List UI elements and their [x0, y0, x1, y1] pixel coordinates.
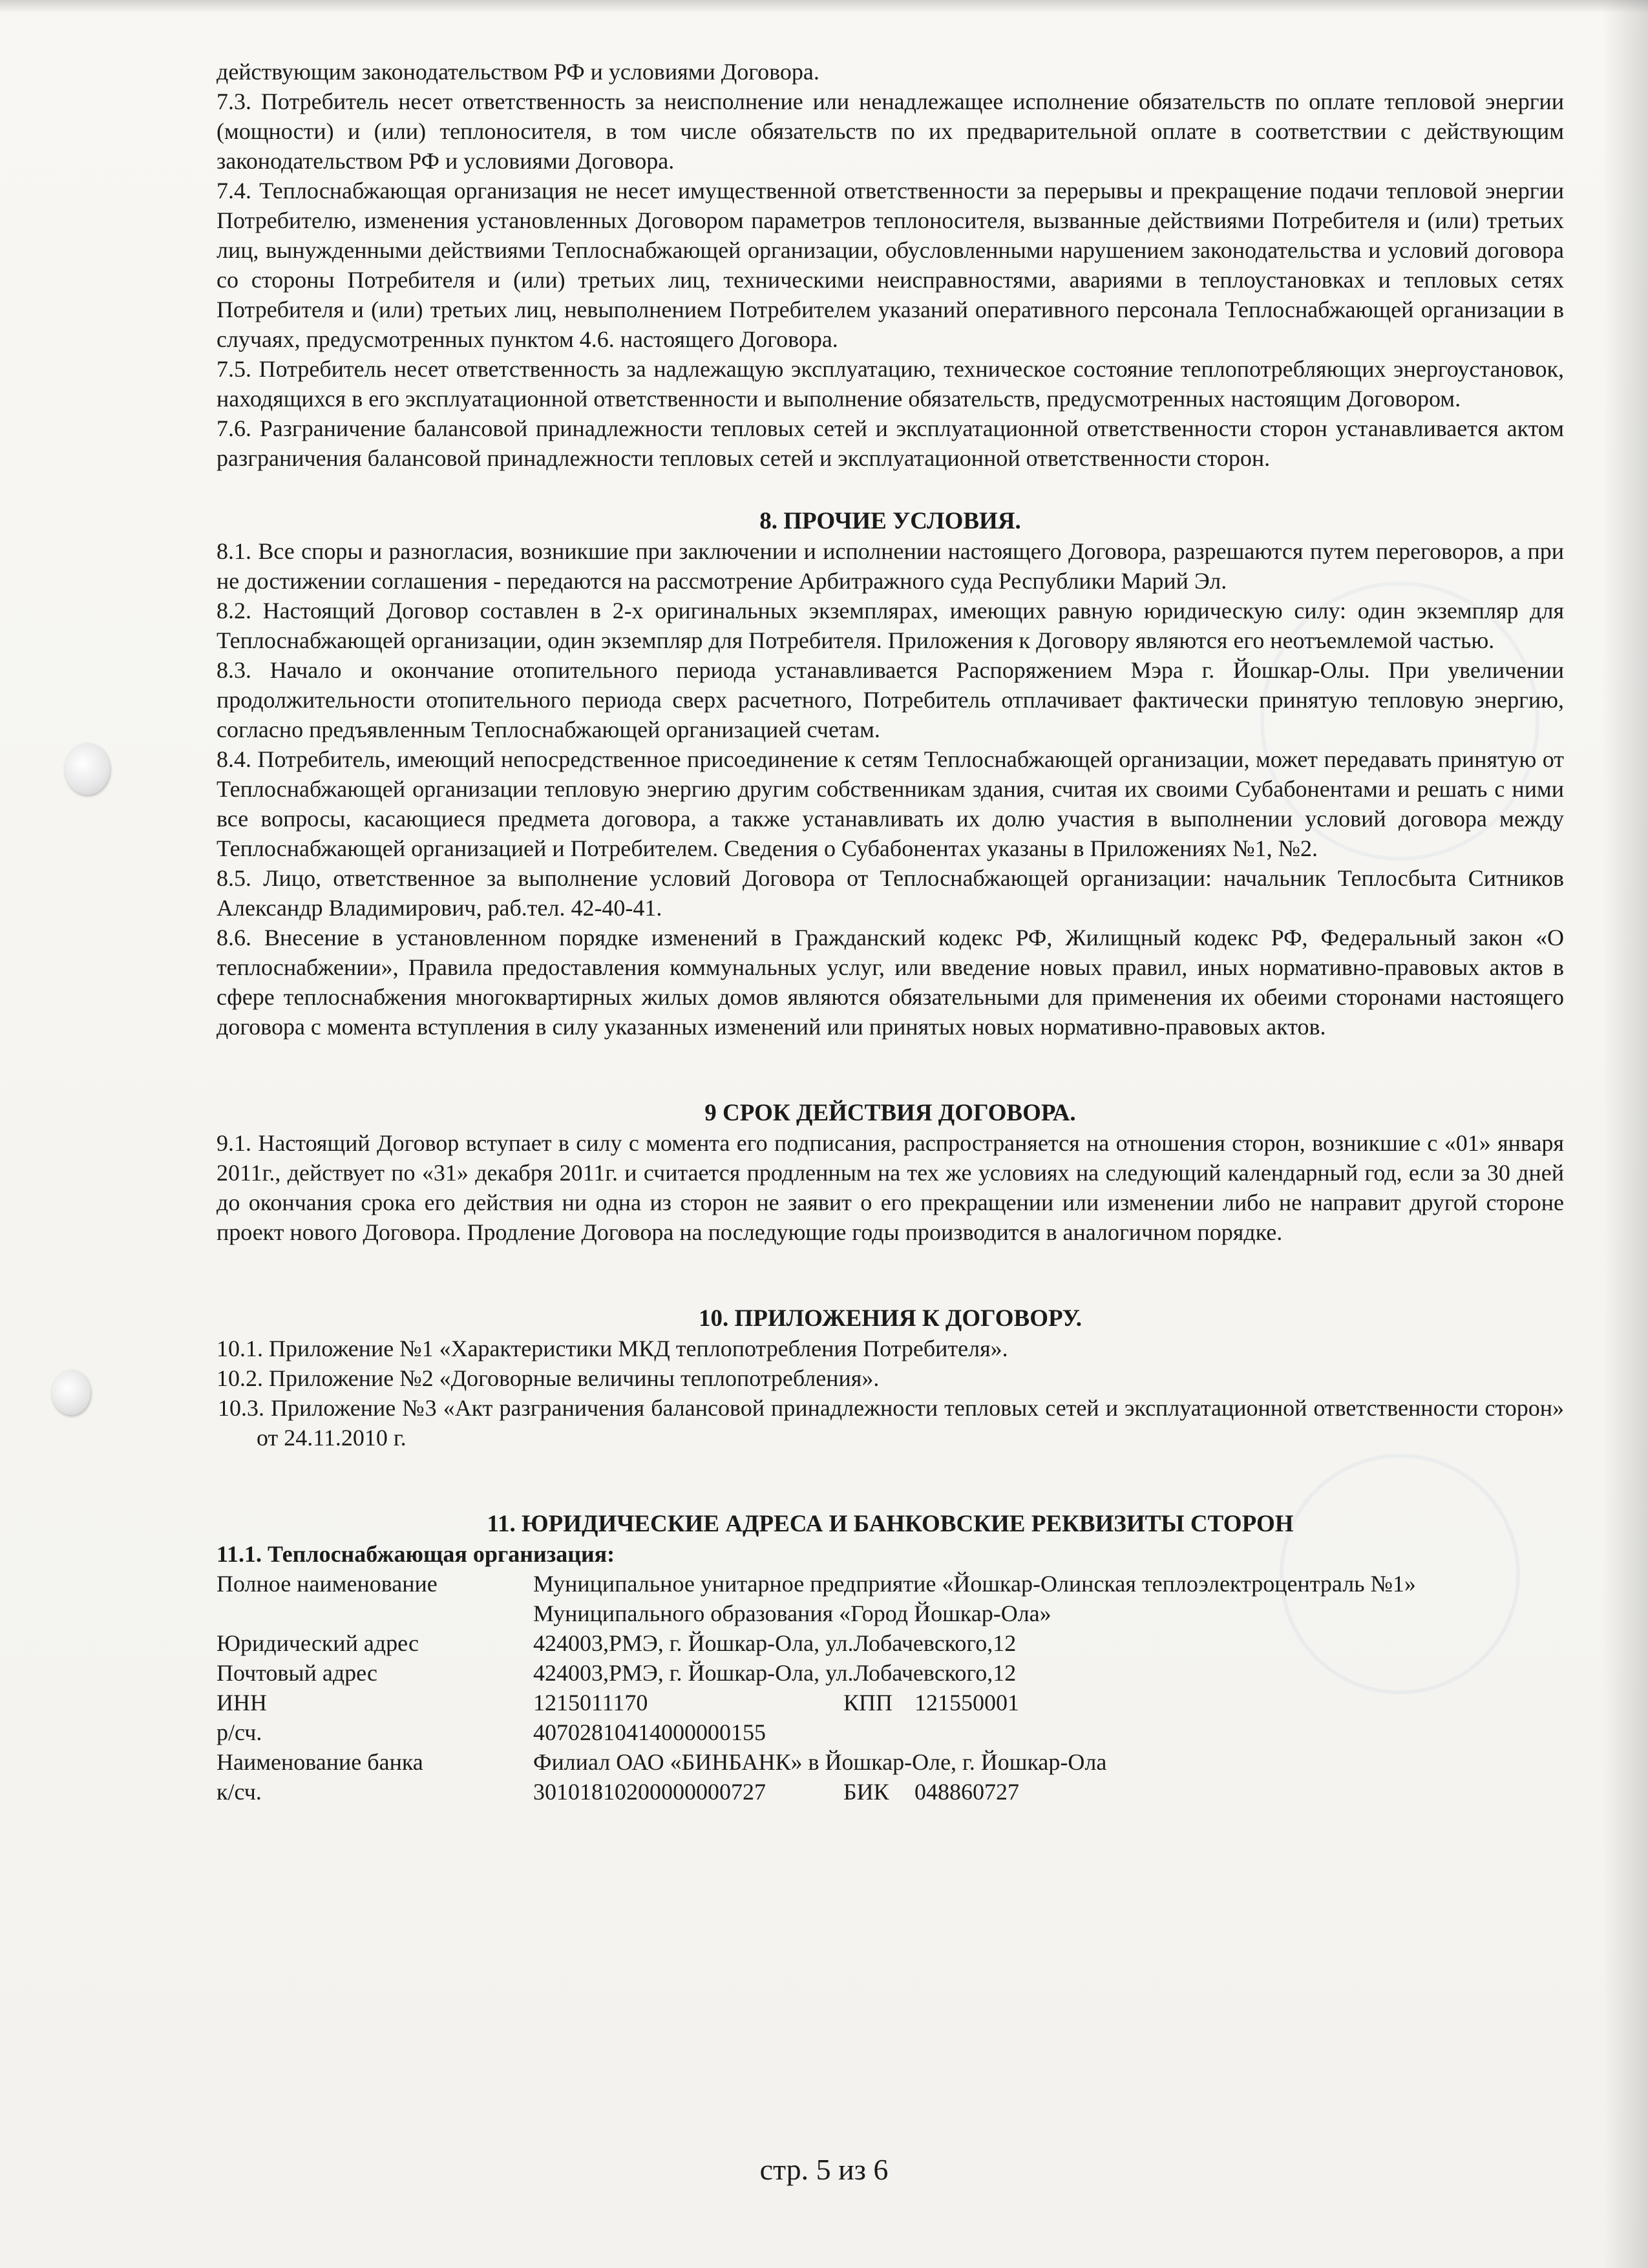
requisite-row [217, 1777, 1564, 1807]
kpp-label: КПП [843, 1690, 893, 1716]
kpp-value: 121550001 [914, 1690, 1019, 1716]
corr-account-value: 30101810200000000727 [533, 1779, 766, 1805]
bik-label: БИК [843, 1779, 889, 1805]
requisite-row [217, 1747, 1564, 1777]
requisite-label: Юридический адрес [217, 1630, 419, 1656]
appendix-10-2: 10.2. Приложение №2 «Договорные величины теплопотребления». [217, 1365, 880, 1391]
paragraph-8-3: 8.3. Начало и окончание отопительного периода устанавливается Распоряжением Мэра г. Йошкар-Олы. При увеличении продолжительности отопительного периода сверх расчетного, Потребитель отплачивает фактически принятую тепловую энергию, согласно предъявленным Теплоснабжающей организацией счетам. [217, 657, 1564, 742]
section-9-heading: 9 СРОК ДЕЙСТВИЯ ДОГОВОРА. [704, 1100, 1076, 1126]
requisite-label [217, 1599, 533, 1628]
paragraph-7-4: 7.4. Теплоснабжающая организация не несет имущественной ответственности за перерывы и прекращение подачи тепловой энергии Потребителю, изменения установленных Договором параметров теплоносителя, вызванные действиями Потребителя и (или) третьих лиц, вынужденными действиями Теплоснабжающей организации, обусловленными нарушением законодательства и условий договора со стороны Потребителя и (или) третьих лиц, техническими неисправностями, авариями в теплоустановках и тепловых сетях Потребителя и (или) третьих лиц, невыполнением Потребителем указаний оперативного персонала Теплоснабжающей организации в случаях, предусмотренных пунктом 4.6. настоящего Договора. [217, 178, 1564, 352]
requisite-row [217, 1569, 1564, 1599]
bik-value: 048860727 [914, 1779, 1019, 1805]
requisite-value [533, 1777, 1564, 1807]
requisite-row [217, 1599, 1564, 1628]
paragraph: действующим законодательством РФ и условиями Договора. [217, 59, 819, 85]
section-8-heading: 8. ПРОЧИЕ УСЛОВИЯ. [759, 508, 1021, 534]
page-number: стр. 5 из 6 [759, 2153, 889, 2186]
requisite-label: ИНН [217, 1690, 267, 1716]
requisite-label: Полное наименование [217, 1571, 438, 1597]
requisite-value: Филиал ОАО «БИНБАНК» в Йошкар-Оле, г. Йошкар-Ола [533, 1749, 1107, 1775]
section-10-heading: 10. ПРИЛОЖЕНИЯ К ДОГОВОРУ. [698, 1305, 1083, 1332]
requisite-value: Муниципальное унитарное предприятие «Йошкар-Олинская теплоэлектроцентраль №1» [533, 1571, 1416, 1597]
paragraph-9-1: 9.1. Настоящий Договор вступает в силу с момента его подписания, распространяется на отношения сторон, возникшие с «01» января 2011г., действует по «31» декабря 2011г. и считается продленным на тех же условиях на следующий календарный год, если за 30 дней до окончания срока его действия ни одна из сторон не заявит о его прекращении или изменении либо не направит другой стороне проект нового Договора. Продление Договора на последующие годы производится в аналогичном порядке. [217, 1130, 1564, 1245]
appendix-10-3: 10.3. Приложение №3 «Акт разграничения балансовой принадлежности тепловых сетей и эксплуатационной ответственности сторон» от 24.11.2010 г. [218, 1395, 1564, 1451]
paragraph-8-2: 8.2. Настоящий Договор составлен в 2-х оригинальных экземплярах, имеющих равную юридическую силу: один экземпляр для Теплоснабжающей организации, один экземпляр для Потребителя. Приложения к Договору являются его неотъемлемой частью. [217, 598, 1564, 653]
paragraph-7-6: 7.6. Разграничение балансовой принадлежности тепловых сетей и эксплуатационной ответственности сторон устанавливается актом разграничения балансовой принадлежности тепловых сетей и эксплуатационной ответственности сторон. [217, 415, 1564, 471]
inn-value: 1215011170 [533, 1690, 648, 1716]
appendix-10-1: 10.1. Приложение №1 «Характеристики МКД теплопотребления Потребителя». [217, 1336, 1008, 1361]
requisite-value: 40702810414000000155 [533, 1719, 766, 1745]
paragraph-8-4: 8.4. Потребитель, имеющий непосредственное присоединение к сетям Теплоснабжающей организации, может передавать принятую от Теплоснабжающей организации тепловую энергию другим собственникам здания, считая их своими Субабонентами и решать с ними все вопросы, касающиеся предмета договора, а также устанавливать их долю участия в выполнении условий договора между Теплоснабжающей организацией и Потребителем. Сведения о Субабонентах указаны в Приложениях №1, №2. [217, 746, 1564, 861]
requisite-label: р/сч. [217, 1719, 262, 1745]
punch-hole [52, 1370, 90, 1415]
requisite-row [217, 1628, 1564, 1658]
paragraph-8-6: 8.6. Внесение в установленном порядке изменений в Гражданский кодекс РФ, Жилищный кодекс РФ, Федеральный закон «О теплоснабжении», Правила предоставления коммунальных услуг, или введение новых правил, иных нормативно-правовых актов в сфере теплоснабжения многоквартирных жилых домов являются обязательными для применения их обеими сторонами настоящего договора с момента вступления в силу указанных изменений или принятых новых нормативно-правовых актов. [217, 925, 1564, 1040]
section-11-heading: 11. ЮРИДИЧЕСКИЕ АДРЕСА И БАНКОВСКИЕ РЕКВИЗИТЫ СТОРОН [487, 1511, 1294, 1537]
requisite-value: Муниципального образования «Город Йошкар-Ола» [533, 1601, 1051, 1626]
requisite-row [217, 1688, 1564, 1717]
paragraph-7-3: 7.3. Потребитель несет ответственность за неисполнение или ненадлежащее исполнение обязательств по оплате тепловой энергии (мощности) и (или) теплоносителя, в том числе обязательств по их предварительной оплате в соответствии с действующим законодательством РФ и условиями Договора. [217, 89, 1564, 174]
paragraph-8-5: 8.5. Лицо, ответственное за выполнение условий Договора от Теплоснабжающей организации: начальник Теплосбыта Ситников Александр Владимирович, раб.тел. 42-40-41. [217, 865, 1564, 921]
section-11-1-subheading: 11.1. Теплоснабжающая организация: [217, 1541, 615, 1567]
requisite-row [217, 1658, 1564, 1688]
requisite-value: 424003,РМЭ, г. Йошкар-Ола, ул.Лобачевского,12 [533, 1630, 1017, 1656]
requisite-value: 424003,РМЭ, г. Йошкар-Ола, ул.Лобачевского,12 [533, 1660, 1017, 1686]
page-edge-shadow [1603, 0, 1648, 2268]
requisite-value [533, 1688, 1564, 1717]
paragraph-7-5: 7.5. Потребитель несет ответственность за надлежащую эксплуатацию, техническое состояние теплопотребляющих энергоустановок, находящихся в его эксплуатационной ответственности и выполнение обязательств, предусмотренных настоящим Договором. [217, 356, 1564, 412]
requisite-row [217, 1717, 1564, 1747]
requisite-label: Наименование банка [217, 1749, 423, 1775]
requisite-label: к/сч. [217, 1779, 262, 1805]
paragraph-8-1: 8.1. Все споры и разногласия, возникшие при заключении и исполнении настоящего Договора, разрешаются путем переговоров, а при не достижении соглашения - передаются на рассмотрение Арбитражного суда Республики Марий Эл. [217, 538, 1564, 594]
requisite-label: Почтовый адрес [217, 1660, 378, 1686]
punch-hole [65, 743, 110, 795]
page-top-shadow [0, 0, 1648, 13]
document-body [217, 57, 1564, 1807]
